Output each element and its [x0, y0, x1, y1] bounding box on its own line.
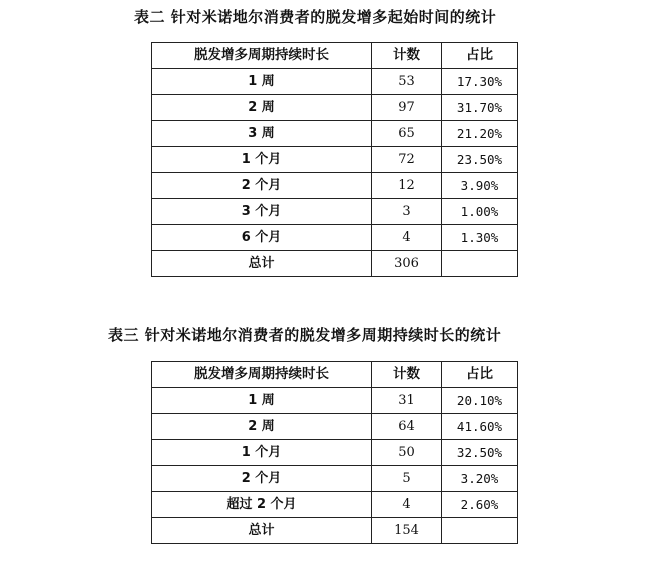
header-duration: 脱发增多周期持续时长: [152, 43, 372, 69]
row-duration-label: 1 个月: [152, 440, 372, 466]
table-row: [152, 388, 518, 414]
total-count: 154: [372, 518, 442, 544]
row-duration-label: 3 个月: [152, 199, 372, 225]
row-count: 53: [372, 69, 442, 95]
row-percentage: 41.60%: [442, 414, 518, 440]
table-header-row: [152, 362, 518, 388]
row-duration-label: 2 个月: [152, 466, 372, 492]
header-count: 计数: [372, 362, 442, 388]
header-percentage: 占比: [442, 362, 518, 388]
table-two-title: 表二 针对米诺地尔消费者的脱发增多起始时间的统计: [134, 8, 497, 26]
row-percentage: 1.00%: [442, 199, 518, 225]
row-count: 72: [372, 147, 442, 173]
table-row: [152, 492, 518, 518]
table-row: [152, 173, 518, 199]
row-percentage: 3.90%: [442, 173, 518, 199]
row-count: 50: [372, 440, 442, 466]
row-count: 4: [372, 492, 442, 518]
table-row: [152, 95, 518, 121]
table-total-row: [152, 518, 518, 544]
row-percentage: 31.70%: [442, 95, 518, 121]
total-label: 总计: [152, 518, 372, 544]
row-count: 65: [372, 121, 442, 147]
total-label: 总计: [152, 251, 372, 277]
hair-loss-onset-table: [151, 42, 518, 277]
row-duration-label: 超过 2 个月: [152, 492, 372, 518]
row-percentage: 17.30%: [442, 69, 518, 95]
row-percentage: 20.10%: [442, 388, 518, 414]
row-count: 64: [372, 414, 442, 440]
row-count: 97: [372, 95, 442, 121]
row-percentage: 23.50%: [442, 147, 518, 173]
row-percentage: 2.60%: [442, 492, 518, 518]
row-count: 31: [372, 388, 442, 414]
row-percentage: 32.50%: [442, 440, 518, 466]
table-three-title: 表三 针对米诺地尔消费者的脱发增多周期持续时长的统计: [108, 326, 502, 344]
row-percentage: 3.20%: [442, 466, 518, 492]
table-row: [152, 440, 518, 466]
header-count: 计数: [372, 43, 442, 69]
row-percentage: 21.20%: [442, 121, 518, 147]
row-count: 12: [372, 173, 442, 199]
row-duration-label: 3 周: [152, 121, 372, 147]
table-row: [152, 147, 518, 173]
row-duration-label: 1 个月: [152, 147, 372, 173]
table-total-row: [152, 251, 518, 277]
row-count: 4: [372, 225, 442, 251]
table-row: [152, 199, 518, 225]
row-duration-label: 2 周: [152, 414, 372, 440]
total-percentage: [442, 518, 518, 544]
table-header-row: [152, 43, 518, 69]
row-duration-label: 1 周: [152, 388, 372, 414]
row-duration-label: 2 个月: [152, 173, 372, 199]
table-row: [152, 69, 518, 95]
row-duration-label: 6 个月: [152, 225, 372, 251]
row-count: 3: [372, 199, 442, 225]
header-percentage: 占比: [442, 43, 518, 69]
hair-loss-duration-table: [151, 361, 518, 544]
row-count: 5: [372, 466, 442, 492]
total-percentage: [442, 251, 518, 277]
header-duration: 脱发增多周期持续时长: [152, 362, 372, 388]
table-row: [152, 414, 518, 440]
row-duration-label: 1 周: [152, 69, 372, 95]
table-row: [152, 225, 518, 251]
table-row: [152, 121, 518, 147]
table-row: [152, 466, 518, 492]
row-duration-label: 2 周: [152, 95, 372, 121]
row-percentage: 1.30%: [442, 225, 518, 251]
total-count: 306: [372, 251, 442, 277]
